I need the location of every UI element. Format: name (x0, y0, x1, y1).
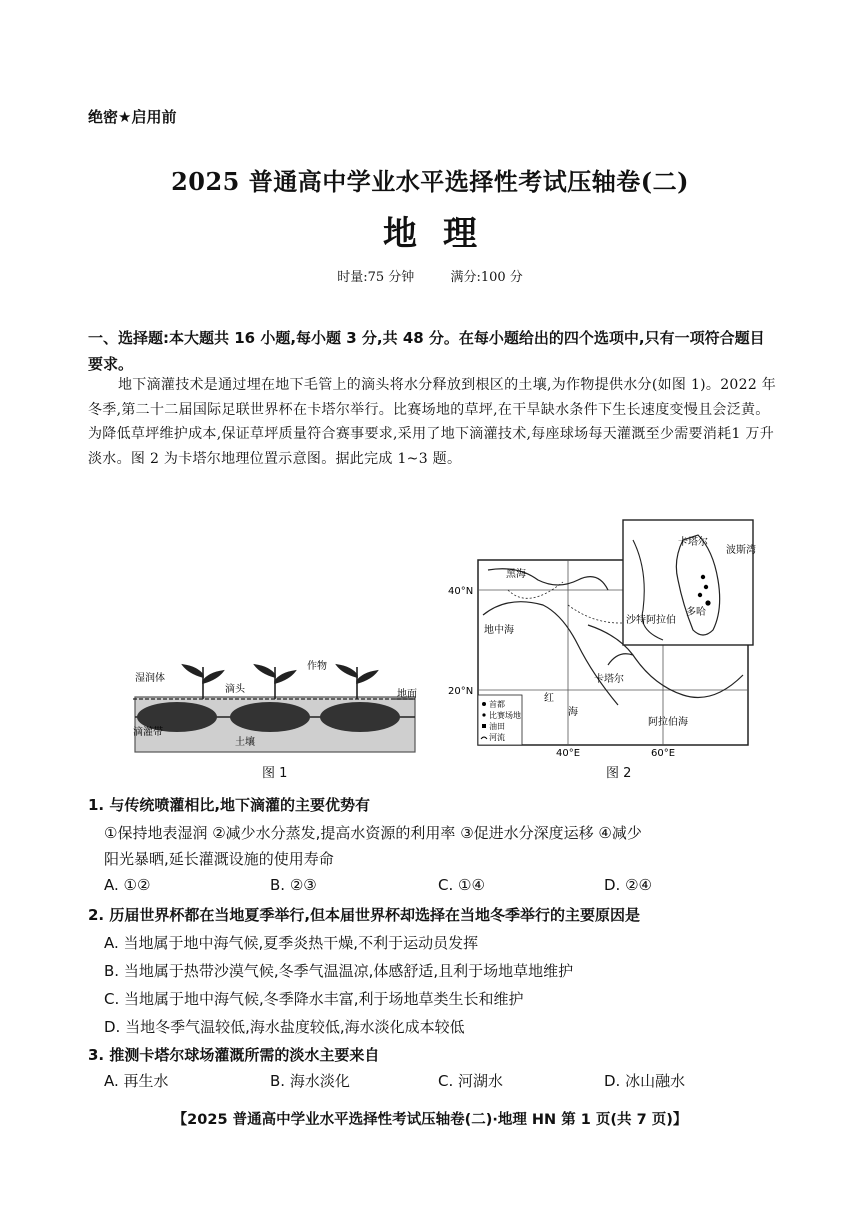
label-soil: 土壤 (235, 737, 255, 748)
wet-body-3 (320, 702, 400, 732)
question-3-option-d[interactable]: D. 冰山融水 (604, 1072, 686, 1090)
exam-meta (0, 266, 860, 285)
figure2-caption: 图 2 (606, 766, 632, 781)
subject-title: 地理 (383, 214, 503, 254)
label-inset-qatar: 卡塔尔 (678, 537, 708, 548)
label-mediterranean: 地中海 (484, 625, 514, 636)
page-footer: 【2025 普通高中学业水平选择性考试压轴卷(二)·地理 HN 第 1 页(共 7 页)】 (172, 1112, 688, 1128)
crop-plants (183, 665, 377, 699)
exam-title: 2025 普通高中学业水平选择性考试压轴卷(二) (171, 167, 689, 196)
label-lon60: 60°E (651, 748, 676, 759)
question-1-statements-line1: ①保持地表湿润 ②减少水分蒸发,提高水资源的利用率 ③促进水分深度运移 ④减少 (104, 824, 642, 842)
inset-doha-capital (705, 600, 710, 605)
question-1-option-c[interactable]: C. ①④ (438, 876, 485, 894)
label-crop: 作物 (307, 661, 327, 672)
figure2-map (448, 515, 763, 760)
figure1-caption: 图 1 (262, 766, 288, 781)
question-2-option-c[interactable]: C. 当地属于地中海气候,冬季降水丰富,利于场地草类生长和维护 (104, 990, 524, 1008)
wet-body-2 (230, 702, 310, 732)
label-lat20: 20°N (448, 686, 474, 697)
label-black-sea: 黑海 (506, 569, 526, 580)
question-1-option-b[interactable]: B. ②③ (270, 876, 317, 894)
question-3-option-a[interactable]: A. 再生水 (104, 1072, 169, 1090)
intro-paragraph: 地下滴灌技术是通过埋在地下毛管上的滴头将水分释放到根区的土壤,为作物提供水分(如图 1)。2022 年冬季,第二十二届国际足联世界杯在卡塔尔举行。比赛场地的草坪,在干旱缺水条件下生长速度变慢且会泛黄。为降低草坪维护成本,保证草坪质量符合赛事要求,采用了地下滴灌技术,每座球场每天灌溉至少需要消耗1 万升淡水。图 2 为卡塔尔地理位置示意图。据此完成 1~3 题。 (88, 377, 777, 467)
figure1-diagram (125, 655, 425, 755)
label-inset-doha: 多哈 (686, 607, 706, 618)
legend-capital: 首都 (489, 700, 505, 709)
inset-venue-2 (704, 585, 708, 589)
label-red-sea-2: 海 (568, 707, 578, 718)
map-legend (478, 695, 522, 745)
question-2-option-d[interactable]: D. 当地冬季气温较低,海水盐度较低,海水淡化成本较低 (104, 1018, 465, 1036)
section-heading: 一、选择题:本大题共 16 小题,每小题 3 分,共 48 分。在每小题给出的四个选项中,只有一项符合题目要求。 (88, 329, 765, 373)
label-wet-body: 湿润体 (135, 673, 165, 684)
question-2-option-a[interactable]: A. 当地属于地中海气候,夏季炎热干燥,不利于运动员发挥 (104, 934, 479, 952)
confidential-mark: 绝密★启用前 (88, 108, 177, 126)
full-score: 满分:100 分 (450, 270, 523, 285)
legend-oilfield-icon (482, 724, 486, 728)
label-lat40: 40°N (448, 586, 474, 597)
legend-river: 河流 (489, 733, 505, 742)
legend-venue: 比赛场地 (489, 711, 521, 720)
question-3-option-c[interactable]: C. 河湖水 (438, 1072, 504, 1090)
time-limit: 时量:75 分钟 (337, 270, 415, 285)
label-inset-persian-gulf: 波斯湾 (726, 545, 756, 556)
label-dripper: 滴头 (225, 684, 245, 695)
label-red-sea-1: 红 (544, 693, 554, 704)
label-qatar: 卡塔尔 (594, 674, 624, 685)
label-drip-tape: 滴灌带 (133, 727, 163, 738)
question-1-option-d[interactable]: D. ②④ (604, 876, 652, 894)
question-3-stem: 3. 推测卡塔尔球场灌溉所需的淡水主要来自 (88, 1046, 380, 1064)
question-1-stem: 1. 与传统喷灌相比,地下滴灌的主要优势有 (88, 796, 371, 814)
legend-capital-icon (482, 702, 486, 706)
label-arabian-sea: 阿拉伯海 (648, 717, 688, 728)
legend-venue-icon (482, 713, 485, 716)
question-2-option-b[interactable]: B. 当地属于热带沙漠气候,冬季气温温凉,体感舒适,且利于场地草地维护 (104, 962, 574, 980)
label-inset-saudi: 沙特阿拉伯 (626, 615, 676, 626)
legend-oilfield: 油田 (489, 722, 505, 731)
inset-venue-3 (698, 593, 702, 597)
question-1-option-a[interactable]: A. ①② (104, 876, 151, 894)
label-ground: 地面 (397, 689, 417, 700)
label-lon40: 40°E (556, 748, 581, 759)
inset-venue-1 (701, 575, 705, 579)
question-2-stem: 2. 历届世界杯都在当地夏季举行,但本届世界杯却选择在当地冬季举行的主要原因是 (88, 906, 641, 924)
question-3-option-b[interactable]: B. 海水淡化 (270, 1072, 350, 1090)
question-1-statements-line2: 阳光暴晒,延长灌溉设施的使用寿命 (104, 850, 334, 868)
